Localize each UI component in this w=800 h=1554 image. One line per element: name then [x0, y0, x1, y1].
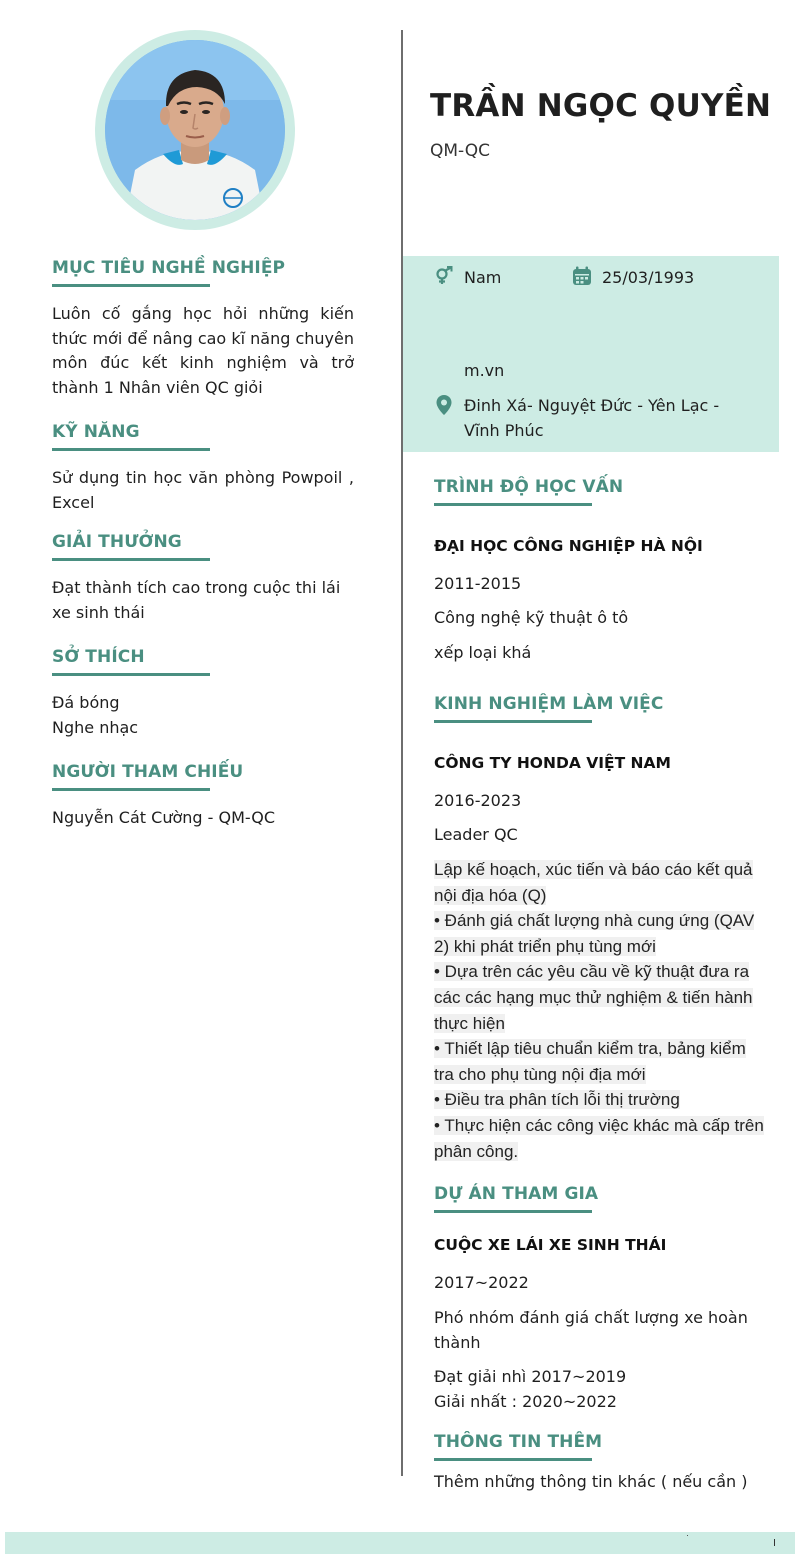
skills-text: Sử dụng tin học văn phòng Powpoil , Excel: [52, 468, 354, 512]
education-title: TRÌNH ĐỘ HỌC VẤN: [434, 477, 624, 497]
objective-section: [52, 258, 354, 400]
email-value: m.vn: [464, 361, 505, 380]
project-period: 2017~2022: [434, 1273, 529, 1292]
references-title: NGƯỜI THAM CHIẾU: [52, 762, 244, 782]
extra-underline: [434, 1458, 592, 1461]
duty-item: • Dựa trên các yêu cầu về kỹ thuật đưa ra các các hạng mục thử nghiệm & tiến hành thực hiện: [434, 962, 753, 1033]
education-section: [434, 477, 764, 506]
candidate-role: QM-QC: [430, 141, 491, 161]
projects-underline: [434, 1210, 592, 1213]
project-role: Phó nhóm đánh giá chất lượng xe hoàn thành: [434, 1308, 748, 1352]
footer-mark: [774, 1539, 775, 1546]
objective-text: Luôn cố gắng học hỏi những kiến thức mới để nâng cao kĩ năng chuyên môn đúc kết kinh nghiệm và trở thành 1 Nhân viên QC giỏi: [52, 304, 354, 397]
column-divider: [401, 30, 403, 1476]
skills-section: [52, 422, 354, 515]
experience-title: KINH NGHIỆM LÀM VIỆC: [434, 694, 664, 714]
duty-item: Lập kế hoạch, xúc tiến và báo cáo kết quả nội địa hóa (Q): [434, 860, 753, 905]
extra-text: Thêm những thông tin khác ( nếu cần ): [434, 1472, 748, 1491]
projects-section: [434, 1184, 764, 1213]
experience-duties: [434, 857, 764, 1164]
duty-item: • Thiết lập tiêu chuẩn kiểm tra, bảng kiểm tra cho phụ tùng nội địa mới: [434, 1039, 746, 1084]
experience-period: 2016-2023: [434, 791, 522, 810]
footer-bar: [5, 1532, 795, 1554]
hobbies-underline: [52, 673, 210, 676]
skills-underline: [52, 448, 210, 451]
projects-title: DỰ ÁN THAM GIA: [434, 1184, 599, 1204]
avatar-ring: [95, 30, 295, 230]
hobbies-title: SỞ THÍCH: [52, 647, 145, 667]
objective-underline: [52, 284, 210, 287]
education-grade: xếp loại khá: [434, 643, 532, 662]
avatar: [105, 40, 285, 220]
address-line-2: Vĩnh Phúc: [464, 421, 544, 440]
experience-underline: [434, 720, 592, 723]
references-section: [52, 762, 354, 831]
skills-title: KỸ NĂNG: [52, 422, 140, 442]
awards-text: Đạt thành tích cao trong cuộc thi lái xe sinh thái: [52, 578, 341, 622]
duty-item: • Đánh giá chất lượng nhà cung ứng (QAV 2) khi phát triển phụ tùng mới: [434, 911, 755, 956]
education-underline: [434, 503, 592, 506]
education-major: Công nghệ kỹ thuật ô tô: [434, 608, 629, 627]
avatar-photo: [105, 40, 285, 220]
address-line-1: Đinh Xá- Nguyệt Đức - Yên Lạc -: [464, 396, 720, 415]
extra-title: THÔNG TIN THÊM: [434, 1432, 603, 1452]
project-result-2: Giải nhất : 2020~2022: [434, 1392, 617, 1411]
location-icon: [435, 394, 453, 421]
experience-position: Leader QC: [434, 825, 518, 844]
references-text: Nguyễn Cát Cường - QM-QC: [52, 808, 276, 827]
gender-icon: [434, 266, 454, 291]
footer-mark: [687, 1535, 688, 1536]
duty-item: • Điều tra phân tích lỗi thị trường: [434, 1090, 680, 1110]
hobby-item: Đá bóng: [52, 693, 120, 712]
project-name: CUỘC XE LÁI XE SINH THÁI: [434, 1236, 667, 1254]
hobby-item: Nghe nhạc: [52, 717, 139, 737]
awards-underline: [52, 558, 210, 561]
hobbies-section: [52, 647, 354, 740]
candidate-name: TRẦN NGỌC QUYỀN: [430, 88, 772, 124]
project-result-1: Đạt giải nhì 2017~2019: [434, 1367, 627, 1386]
references-underline: [52, 788, 210, 791]
gender-value: Nam: [464, 268, 502, 287]
dob-value: 25/03/1993: [602, 268, 695, 287]
calendar-icon: [572, 266, 592, 291]
objective-title: MỤC TIÊU NGHỀ NGHIỆP: [52, 258, 286, 278]
awards-section: [52, 532, 354, 625]
education-period: 2011-2015: [434, 574, 522, 593]
awards-title: GIẢI THƯỞNG: [52, 532, 182, 552]
extra-section: [434, 1432, 764, 1461]
experience-section: [434, 694, 764, 723]
education-school: ĐẠI HỌC CÔNG NGHIỆP HÀ NỘI: [434, 537, 703, 555]
experience-company: CÔNG TY HONDA VIỆT NAM: [434, 754, 671, 772]
duty-item: • Thực hiện các công việc khác mà cấp trên phân công.: [434, 1115, 764, 1161]
